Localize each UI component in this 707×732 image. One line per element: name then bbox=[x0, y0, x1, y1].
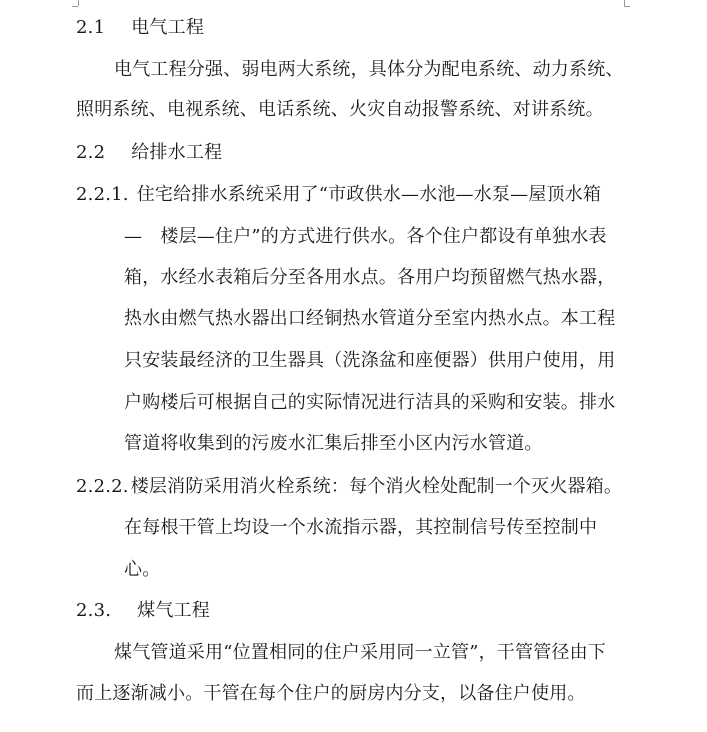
list-line: 热水由燃气热水器出口经铜热水管道分至室内热水点。本工程 bbox=[124, 308, 616, 329]
list-line: 箱，水经水表箱后分至各用水点。各用户均预留燃气热水器， bbox=[124, 267, 616, 288]
list-line: 心。 bbox=[124, 559, 161, 580]
margin-corner-mark-left bbox=[78, 0, 79, 6]
paragraph-line: 煤气管道采用“位置相同的住户采用同一立管”，干管管径由下 bbox=[114, 642, 607, 663]
heading-number: 2.2 bbox=[76, 142, 106, 163]
list-item-2-2-1 bbox=[76, 183, 601, 207]
margin-corner-mark-right-h bbox=[624, 6, 630, 7]
heading-title: 电气工程 bbox=[131, 17, 205, 38]
list-line: 在每根干管上均设一个水流指示器，其控制信号传至控制中 bbox=[124, 517, 598, 538]
heading-title: 煤气工程 bbox=[137, 600, 210, 621]
heading-2-3 bbox=[76, 599, 210, 623]
list-item-2-2-2 bbox=[76, 475, 622, 499]
heading-2-2 bbox=[76, 141, 222, 165]
list-line: 户购楼后可根据自己的实际情况进行洁具的采购和安装。排水 bbox=[124, 392, 616, 413]
margin-corner-mark-left-h bbox=[72, 6, 78, 7]
paragraph-line: 而上逐渐减小。干管在每个住户的厨房内分支，以备住户使用。 bbox=[76, 683, 586, 704]
paragraph-line: 照明系统、电视系统、电话系统、火灾自动报警系统、对讲系统。 bbox=[76, 99, 604, 120]
heading-2-1 bbox=[76, 16, 204, 40]
list-line: 只安装最经济的卫生器具（洗涤盆和座便器）供用户使用，用 bbox=[124, 350, 616, 371]
list-line: 住宅给排水系统采用了“市政供水—水池—水泵—屋顶水箱 bbox=[136, 184, 602, 205]
paragraph-line: 电气工程分强、弱电两大系统，具体分为配电系统、动力系统、 bbox=[114, 59, 624, 80]
list-number: 2.2.2. bbox=[76, 476, 129, 497]
heading-title: 给排水工程 bbox=[131, 142, 223, 163]
list-number: 2.2.1. bbox=[76, 184, 129, 205]
heading-number: 2.3. bbox=[76, 600, 112, 621]
list-line: — 楼层—住户”的方式进行供水。各个住户都设有单独水表 bbox=[124, 226, 607, 247]
list-line: 楼层消防采用消火栓系统：每个消火栓处配制一个灭火器箱。 bbox=[130, 476, 623, 497]
list-line: 管道将收集到的污废水汇集后排至小区内污水管道。 bbox=[124, 433, 543, 454]
heading-number: 2.1 bbox=[76, 17, 106, 38]
